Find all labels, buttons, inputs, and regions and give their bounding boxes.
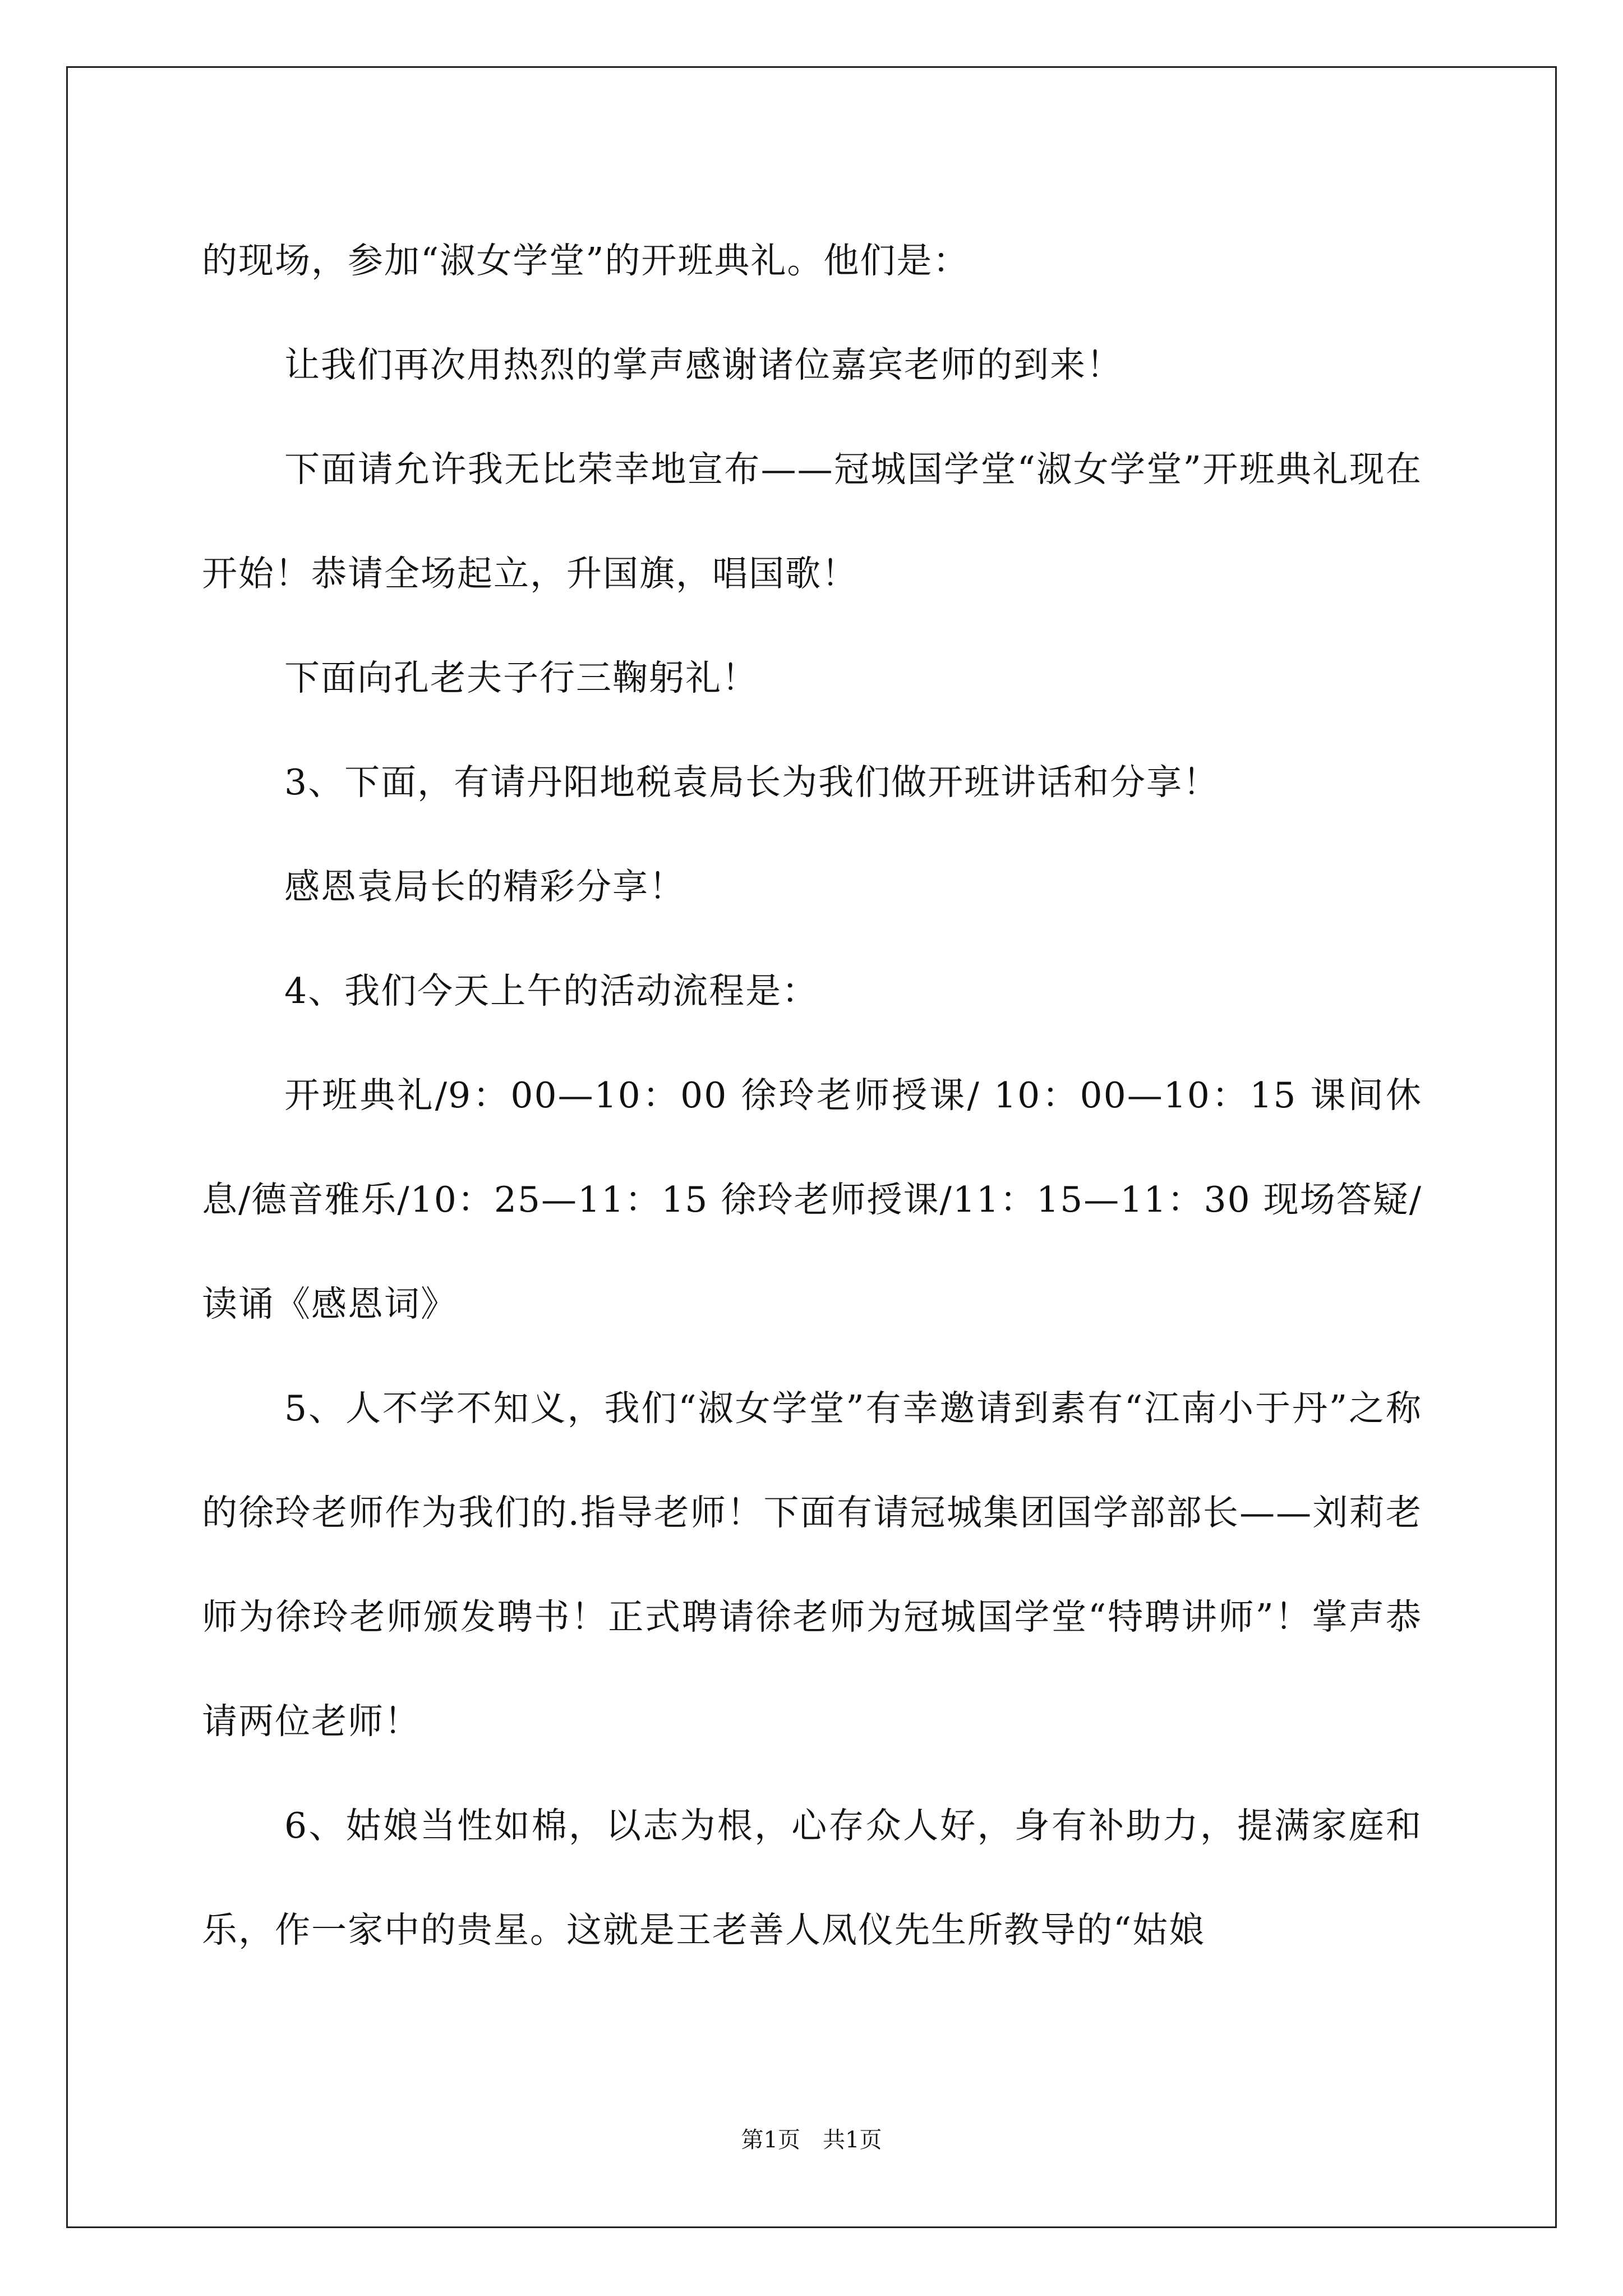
paragraph-5: 3、下面，有请丹阳地税袁局长为我们做开班讲话和分享！: [284, 762, 1220, 803]
page-footer: [0, 2126, 1623, 2154]
page-total: 共1页: [823, 2127, 882, 2153]
paragraph-9: 5、人不学不知义，我们“淑女学堂”有幸邀请到素有“江南小于丹”之称的徐玲老师作为我们的.指导老师！下面有请冠城集团国学部部长——刘莉老师为徐玲老师颁发聘书！正式聘请徐老师为冠城国学堂“特聘讲师”！掌声恭请两位老师！: [202, 1388, 1422, 1742]
paragraph-7: 4、我们今天上午的活动流程是：: [284, 970, 819, 1011]
page-number: 第1页: [741, 2127, 800, 2153]
paragraph-1: 的现场，参加“淑女学堂”的开班典礼。他们是：: [202, 240, 970, 281]
paragraph-4: 下面向孔老夫子行三鞠躬礼！: [284, 657, 758, 698]
paragraph-6: 感恩袁局长的精彩分享！: [284, 866, 685, 907]
paragraph-10: 6、姑娘当性如棉，以志为根，心存众人好，身有补助力，提满家庭和乐，作一家中的贵星。这就是王老善人凤仪先生所教导的“姑娘: [202, 1805, 1422, 1950]
paragraph-2: 让我们再次用热烈的掌声感谢诸位嘉宾老师的到来！: [284, 344, 1123, 385]
document-body: [202, 209, 1422, 1982]
paragraph-3: 下面请允许我无比荣幸地宣布——冠城国学堂“淑女学堂”开班典礼现在开始！恭请全场起立，升国旗，唱国歌！: [202, 449, 1422, 594]
paragraph-8: 开班典礼/9：00—10：00 徐玲老师授课/ 10：00—10：15 课间休息/德音雅乐/10：25—11：15 徐玲老师授课/11：15—11：30 现场答疑/读诵《感恩词》: [202, 1075, 1422, 1324]
